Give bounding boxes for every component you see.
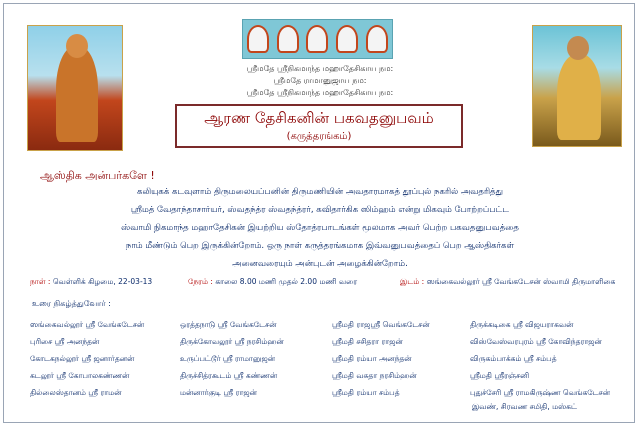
speaker-name: தில்லைஸ்தானம் ஸ்ரீ ராமன்	[30, 388, 122, 397]
place-value: ஸங்கைவல்லூர் ஸ்ரீ வேங்கடேசன் ஸ்வாமி திருமாளிகை	[426, 277, 616, 286]
speaker-name: ஸ்ரீமதி ரம்யா அனந்தன்	[332, 354, 412, 363]
speaker-name: மன்னார்குடி ஸ்ரீ ராஜன்	[180, 388, 257, 397]
time-block	[188, 277, 357, 287]
speakers-column-4	[470, 316, 610, 401]
emblem-icon-4	[336, 25, 358, 53]
speaker-name: ஸ்ரீமதி சசிதரா ராஜன்	[332, 337, 403, 346]
right-head-shape	[567, 36, 589, 60]
invocation-line-3: ஸ்ரீமதே ஸ்ரீநிகமாந்த மஹாதேசிகாய நம:	[246, 88, 394, 97]
speakers-column-2	[180, 316, 284, 401]
speaker-name: திருக்கோவலூர் ஸ்ரீ நரசிம்ஹன்	[180, 337, 284, 346]
speaker-name: ஸ்ரீமதி ரம்யா சம்பத்	[332, 388, 400, 397]
page-title: ஆரண தேசிகனின் பகவதனுபவம்	[204, 109, 434, 127]
emblem-icon-2	[277, 25, 299, 53]
speaker-name: விஸ்வேஸ்வரபுரம் ஸ்ரீ கோவிந்தராஜன்	[470, 337, 602, 346]
speakers-column-1	[30, 316, 144, 401]
speaker-name: ஸ்ரீமதி ராஜஸ்ரீ வெங்கடேசன்	[332, 320, 430, 329]
paragraph-line-1: கலியுகக் கடவுளாம் திருமலையப்பனின் திருமணியின் அவதாரமாகத் தூப்புல் நகரில் அவதரித்து	[137, 187, 503, 197]
date-value: வெள்ளிக் கிழமை, 22-03-13	[52, 277, 153, 286]
speaker-name: ஸ்ரீமதி வசுதா நரசிம்ஹன்	[332, 371, 417, 380]
event-info	[20, 277, 620, 297]
speaker-name: புரிசை ஸ்ரீ அனந்தன்	[30, 337, 100, 346]
paragraph-line-4: நாம் மீண்டும் பெற இருக்கின்றோம். ஒரு நாள் கருத்தரங்கமாக இவ்வனுபவத்தைப் பெற ஆஸ்திகர்கள்	[125, 241, 515, 251]
invocation-line-2: ஸ்ரீமதே ராமானுஜாய நம:	[273, 76, 367, 85]
speaker-name: புதுச்சேரி ஸ்ரீ ராமகிருஷ்ண வெங்கடேசன்	[470, 388, 610, 397]
title-box	[175, 104, 463, 148]
greeting: ஆஸ்திக அன்பர்களே !	[40, 169, 155, 182]
date-block	[30, 277, 152, 287]
invocation-line-1: ஸ்ரீமதே ஸ்ரீநிகமாந்த மஹாதேசிகாய நம:	[246, 64, 394, 73]
emblem-icon-1	[247, 25, 269, 53]
date-label: நாள் :	[30, 277, 51, 286]
place-block	[400, 277, 620, 287]
header-emblem	[242, 19, 393, 59]
speaker-name: ஸங்கைவல்லூர் ஸ்ரீ வேங்கடேசன்	[30, 320, 145, 329]
speaker-name: கடலூர் ஸ்ரீ கோபாலகண்ணன்	[30, 371, 130, 380]
place-label: இடம் :	[400, 277, 425, 286]
emblem-icon-5	[366, 25, 388, 53]
footer-signature: இவண், சிரவண சமிதி, மஸ்கட்	[472, 402, 577, 411]
page-subtitle: (கருத்தரங்கம்)	[286, 131, 352, 142]
speaker-name: திருச்சித்ரகூடம் ஸ்ரீ கண்ணன்	[180, 371, 278, 380]
right-portrait	[532, 25, 622, 147]
speaker-name: கோடகநல்லூர் ஸ்ரீ ஜனார்தனன்	[30, 354, 135, 363]
paragraph-line-3: ஸ்வாமி நிகமாந்த மஹாதேசிகன் இயற்றிய ஸ்தோத்ரபாடங்கள் மூலமாக அவர் பெற்ற பகவதனுபவத்தை	[121, 223, 519, 233]
paragraph-line-2: ஸ்ரீமத் வேதாந்தாசார்யர், ஸ்வதந்த்ர ஸ்வதந்த்ரர், கவிதார்கிக ஸிம்ஹம் என்று மிகவும் போற்றப்பட்ட	[130, 205, 510, 215]
left-head-shape	[66, 34, 88, 58]
speakers-column-3	[332, 316, 430, 401]
speaker-name: விருகம்பாக்கம் ஸ்ரீ சம்பத்	[470, 354, 557, 363]
paragraph-line-5: அனைவரையும் அன்புடன் அழைக்கின்றோம்.	[232, 259, 408, 269]
speaker-name: உருப்பட்டூர் ஸ்ரீ ராமானுஜன்	[180, 354, 276, 363]
time-label: நேரம் :	[188, 277, 213, 286]
speaker-name: ஸ்ரீமதி ஸ்ரீரஞ்சனி	[470, 371, 530, 380]
speaker-name: ஒரத்தநாடு ஸ்ரீ வேங்கடேசன்	[180, 320, 277, 329]
speakers-heading: உரை நிகழ்த்துவோர் :	[32, 299, 111, 308]
time-value: காலை 8.00 மணி முதல் 2.00 மணி வரை	[215, 277, 358, 286]
emblem-icon-3	[306, 25, 328, 53]
speaker-name: திருக்கடிகை ஸ்ரீ விஜயராகவன்	[470, 320, 574, 329]
